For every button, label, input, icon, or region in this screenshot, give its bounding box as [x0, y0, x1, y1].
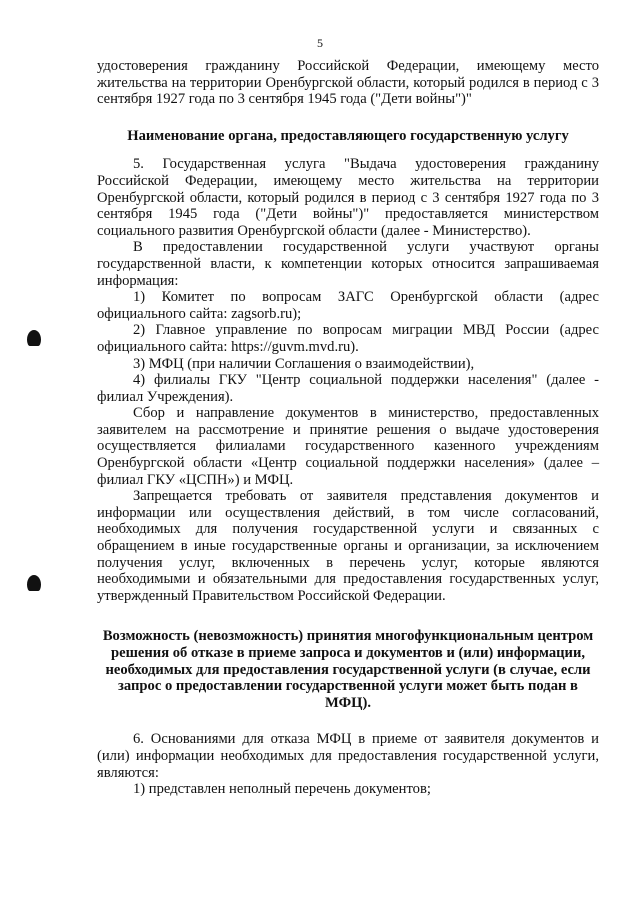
punch-hole-mark	[27, 575, 41, 591]
list-item: 1) Комитет по вопросам ЗАГС Оренбургской области (адрес официального сайта: zagsorb.ru);	[97, 289, 599, 322]
list-item: 3) МФЦ (при наличии Соглашения о взаимодействии),	[133, 355, 475, 372]
list-item: 1) представлен неполный перечень документов;	[133, 781, 431, 798]
section-heading-mfc-refusal: Возможность (невозможность) принятия многофункциональным центром решения об отказе в приеме запроса и документов и (или) информации, необходимых для предоставления государственной услуги (в случае, если запрос о предоставлении государственной услуги может быть подан в МФЦ).	[102, 628, 594, 711]
paragraph-collection: Сбор и направление документов в министерство, предоставленных заявителем на рассмотрение и принятие решения о выдаче удостоверения осуществляется филиалами государственного казенного учреждениям Оренбургской области «Центр социальной поддержки населения» (далее – филиал ГКУ «ЦСПН») и МФЦ.	[97, 405, 599, 488]
document-body	[97, 58, 599, 798]
paragraph-prohibition: Запрещается требовать от заявителя представления документов и информации или осуществления действий, в том числе согласований, необходимых для получения государственной услуги и связанных с обращением в иные государственные органы и организации, за исключением получения услуг, включенных в перечень услуг, которые являются необходимыми и обязательными для предоставления государственных услуг, утвержденный Правительством Российской Федерации.	[97, 488, 599, 604]
paragraph-item-6: 6. Основаниями для отказа МФЦ в приеме от заявителя документов и (или) информации необходимых для предоставления государственной услуги, являются:	[97, 731, 599, 781]
list-item: 4) филиалы ГКУ "Центр социальной поддержки населения" (далее - филиал Учреждения).	[97, 372, 599, 405]
list-item: 2) Главное управление по вопросам миграции МВД России (адрес официального сайта: https://guvm.mvd.ru).	[97, 322, 599, 355]
intro-paragraph: удостоверения гражданину Российской Федерации, имеющему место жительства на территории Оренбургской области, который родился в период с 3 сентября 1927 года по 3 сентября 1945 года ("Дети войны")"	[97, 58, 599, 108]
page-number: 5	[317, 36, 323, 50]
paragraph-item-5: 5. Государственная услуга "Выдача удостоверения гражданину Российской Федерации, имеющему место жительства на территории Оренбургской области, который родился в период с 3 сентября 1927 года по 3 сентября 1945 года ("Дети войны")" предоставляется министерством социального развития Оренбургской области (далее - Министерство).	[97, 156, 599, 239]
section-heading-authority: Наименование органа, предоставляющего государственную услугу	[127, 127, 569, 144]
punch-hole-mark	[27, 330, 41, 346]
paragraph-participants: В предоставлении государственной услуги участвуют органы государственной власти, к компетенции которых относится запрашиваемая информация:	[97, 239, 599, 289]
